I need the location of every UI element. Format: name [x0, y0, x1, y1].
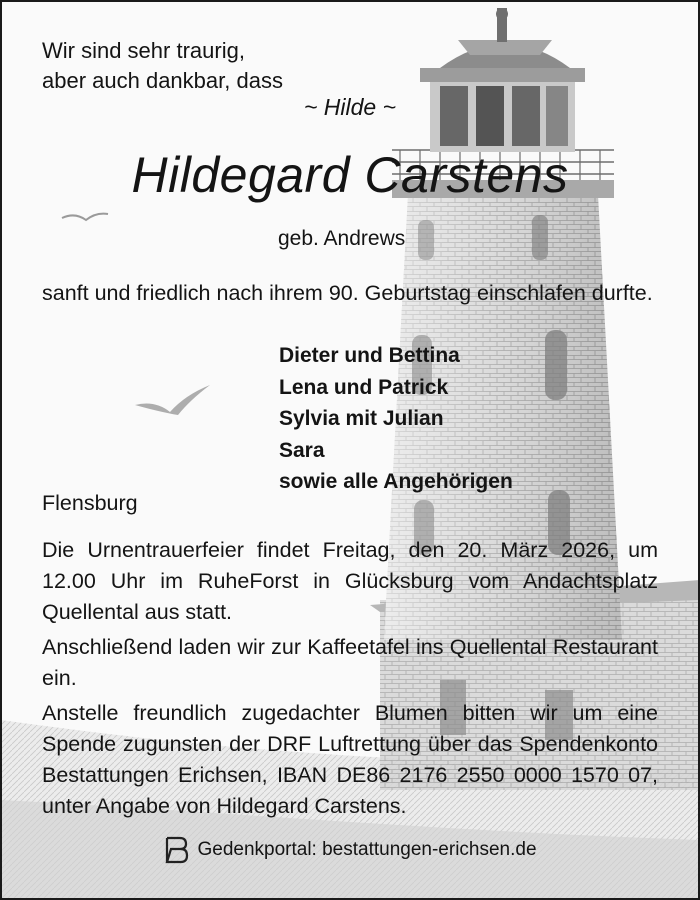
ceremony-text: Die Urnentrauerfeier findet Freitag, den 20. März 2026, um 12.00 Uhr im RuheForst in Glücksburg vom Andachtsplatz Quellental aus statt. [42, 538, 658, 624]
location: Flensburg [42, 491, 138, 515]
passing-text: sanft und friedlich nach ihrem 90. Geburtstag einschlafen durfte. [42, 281, 653, 305]
intro-text [42, 36, 283, 96]
intro-line-2: aber auch dankbar, dass [42, 68, 283, 93]
nickname: ~ Hilde ~ [303, 94, 397, 120]
mourner-name: Sylvia mit Julian [279, 407, 444, 430]
intro-line-1: Wir sind sehr traurig, [42, 38, 245, 63]
footer [0, 836, 700, 864]
memorial-portal-link[interactable]: Gedenkportal: bestattungen-erichsen.de [197, 839, 537, 860]
maiden-name: geb. Andrews [278, 227, 406, 250]
mourner-name: Sara [279, 438, 325, 462]
erichsen-logo-icon [163, 836, 189, 864]
mourner-name: Dieter und Bettina [279, 344, 460, 367]
mourner-name: Lena und Patrick [279, 375, 449, 399]
donation-text: Anstelle freundlich zugedachter Blumen bitten wir um eine Spende zugunsten der DRF Luftrettung über das Spendenkonto Bestattungen Erichsen, IBAN DE86 2176 2550 0000 1570 07, unter Angabe von Hildegard Carstens. [42, 701, 658, 818]
mourners-list [279, 340, 513, 498]
coffee-text: Anschließend laden wir zur Kaffeetafel ins Quellental Restaurant ein. [42, 635, 658, 690]
deceased-name: Hildegard Carstens [131, 147, 569, 203]
mourner-name: sowie alle Angehörigen [279, 470, 513, 493]
